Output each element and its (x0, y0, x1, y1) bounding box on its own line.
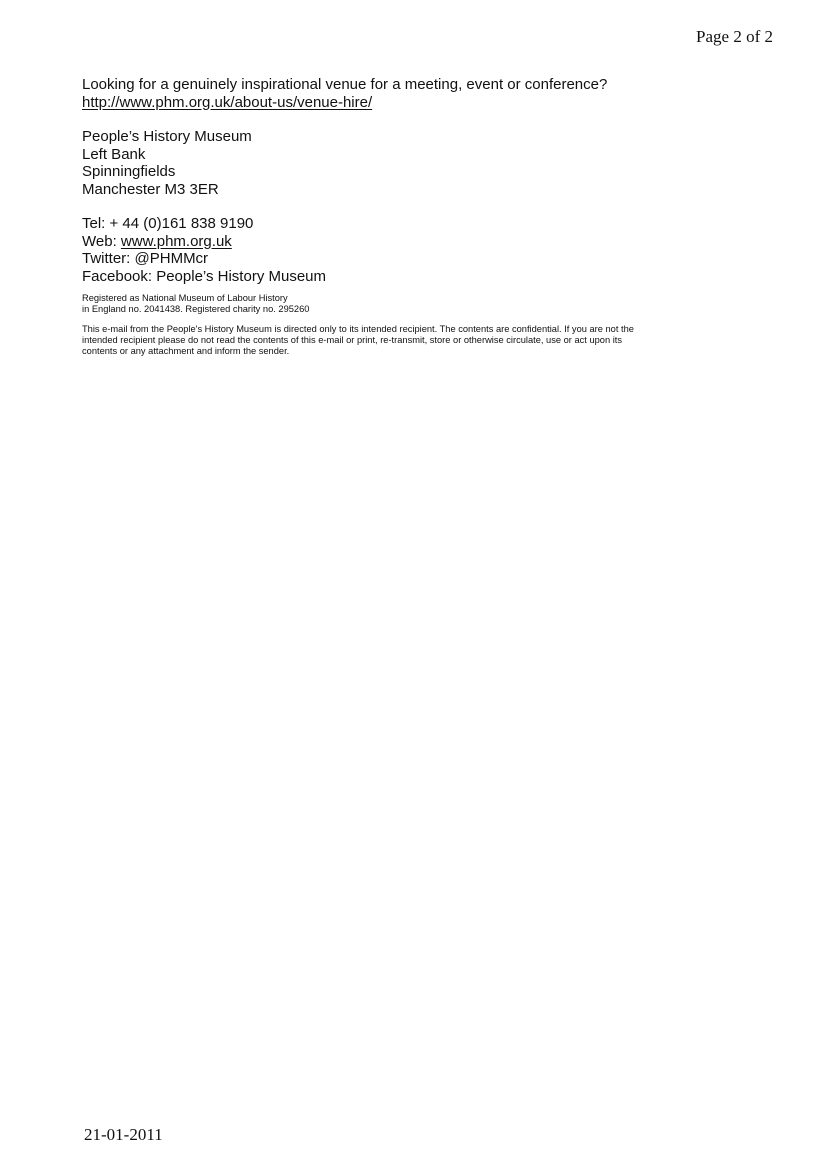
web-label: Web: (82, 232, 121, 250)
confidentiality-disclaimer (82, 324, 762, 357)
web-row (82, 233, 762, 251)
venue-hire-text: Looking for a genuinely inspirational venue for a meeting, event or conference? (82, 76, 608, 93)
registration-notice (82, 293, 762, 315)
facebook: Facebook: People’s History Museum (82, 267, 326, 285)
address-block (82, 128, 762, 198)
venue-hire-link[interactable]: http://www.phm.org.uk/about-us/venue-hire/ (82, 93, 373, 111)
disclaimer-line-1: This e-mail from the People's History Museum is directed only to its intended recipient. The contents are confidential. If you are not the (82, 324, 634, 334)
disclaimer-line-2: intended recipient please do not read the contents of this e-mail or print, re-transmit, store or otherwise circulate, use or act upon its (82, 335, 623, 345)
twitter: Twitter: @PHMMcr (82, 250, 209, 267)
address-line-2: Spinningfields (82, 163, 176, 180)
address-line-1: Left Bank (82, 145, 146, 163)
museum-name: People’s History Museum (82, 128, 252, 145)
telephone: Tel: + 44 (0)161 838 9190 (82, 215, 254, 232)
venue-hire-section (82, 76, 762, 111)
print-date: 21-01-2011 (84, 1125, 163, 1144)
registration-line-1: Registered as National Museum of Labour History (82, 293, 288, 303)
email-signature (82, 76, 762, 357)
web-link[interactable]: www.phm.org.uk (120, 232, 232, 250)
address-line-3: Manchester M3 3ER (82, 180, 219, 198)
registration-line-2: in England no. 2041438. Registered charity no. 295260 (82, 304, 310, 314)
disclaimer-line-3: contents or any attachment and inform the sender. (82, 346, 290, 356)
contact-block (82, 215, 762, 285)
page-number: Page 2 of 2 (696, 27, 773, 46)
